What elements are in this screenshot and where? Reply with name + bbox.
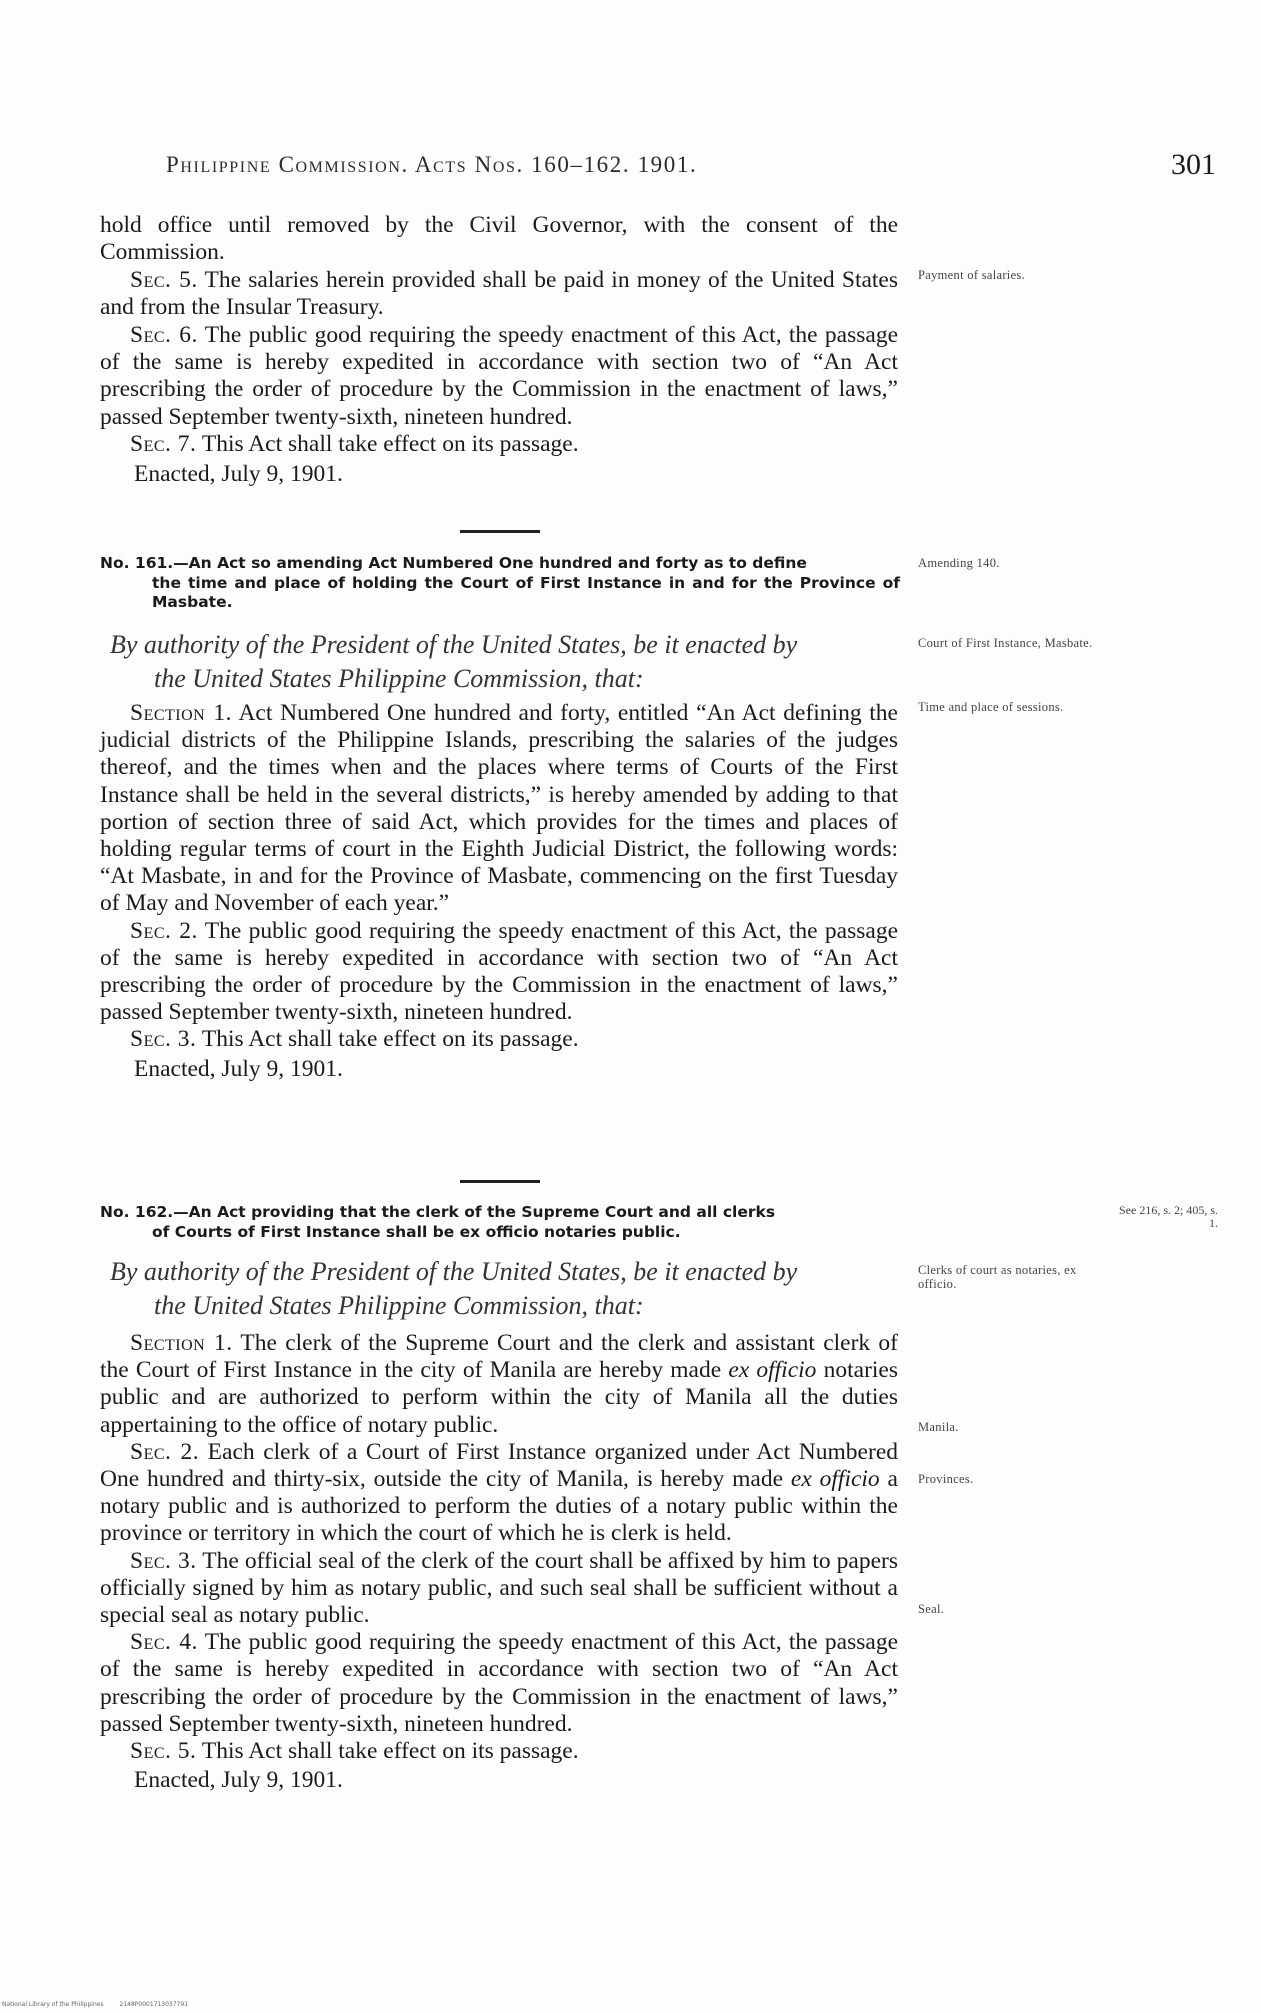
section-7 [100, 431, 898, 458]
margin-note-amending: Amending 140. [918, 556, 1000, 570]
latin-term: ex officio [728, 1357, 817, 1384]
margin-note-seal: Seal. [918, 1602, 945, 1616]
margin-xref-162: See 216, s. 2; 405, s. 1. [1119, 1203, 1218, 1230]
section-divider [460, 1180, 540, 1183]
section-text: The clerk of the Supreme Court and the clerk and assistant clerk of the Court of First Instance in the city of Manila are hereby made [100, 1330, 898, 1384]
act-heading-continuation: the time and place of holding the Court of First Instance in and for the Province of Masbate. [152, 573, 900, 611]
section-label: Sec. 5. [130, 266, 198, 293]
section-2 [100, 918, 898, 1027]
section-5 [100, 267, 898, 322]
act-162-heading [100, 1203, 908, 1242]
enacted-date: Enacted, July 9, 1901. [134, 1767, 343, 1794]
section-5 [100, 1738, 898, 1765]
section-text: Each clerk of a Court of First Instance organized under Act Numbered One hundred and thirty-six, outside the city of Manila, is hereby made [100, 1438, 898, 1493]
section-1 [100, 1330, 898, 1439]
section-text: This Act shall take effect on its passage. [196, 1738, 579, 1765]
enacting-clause-line-2: the United States Philippine Commission, that: [154, 1291, 644, 1320]
act-161-enacting-clause [110, 628, 900, 696]
act-162-body [100, 1330, 898, 1794]
section-3 [100, 1026, 898, 1053]
section-6 [100, 322, 898, 432]
page-number: 301 [1171, 148, 1216, 181]
section-label: Section 1. [130, 1330, 233, 1356]
margin-note-time-place: Time and place of sessions. [918, 700, 1064, 714]
section-text: The public good requiring the speedy enactment of this Act, the passage of the same is hereby expedited in accordance with section two of “An Act prescribing the order of procedure by the Commission in the enactment of laws,” passed September twenty-sixth, nineteen hundred. [100, 1629, 899, 1737]
enacting-clause-line-1: By authority of the President of the United States, be it enacted by [110, 630, 798, 659]
enacted-date: Enacted, July 9, 1901. [134, 1055, 343, 1082]
section-4 [100, 1629, 898, 1738]
section-label: Sec. 6. [130, 321, 198, 348]
section-text: This Act shall take effect on its passage. [196, 431, 579, 458]
margin-note-payment: Payment of salaries. [918, 268, 1026, 282]
section-text: a notary public and is authorized to perform the duties of a notary public within the province or territory in which the court of which he is clerk is held. [100, 1466, 898, 1547]
section-label: Sec. 5. [130, 1738, 197, 1765]
running-head-title: Philippine Commission. Acts Nos. 160–162. 1901. [166, 152, 698, 177]
section-label: Sec. 7. [130, 431, 197, 458]
margin-note-provinces: Provinces. [918, 1472, 974, 1486]
section-text: The official seal of the clerk of the court shall be affixed by him to papers officially signed by him as notary public, and such seal shall be sufficient without a special seal as notary public. [100, 1547, 898, 1629]
section-2 [100, 1439, 898, 1548]
act-heading-first-line: No. 162.—An Act providing that the clerk of the Supreme Court and all clerks [100, 1203, 776, 1221]
act-161-body [100, 700, 898, 1083]
act-heading-continuation: of Courts of First Instance shall be ex officio notaries public. [152, 1222, 681, 1241]
act-161-heading [100, 554, 900, 613]
enacting-clause-line-1: By authority of the President of the United States, be it enacted by [110, 1257, 798, 1286]
section-label: Sec. 3. [130, 1547, 197, 1574]
enacted-date: Enacted, July 9, 1901. [134, 460, 343, 487]
section-text: The public good requiring the speedy enactment of this Act, the passage of the same is hereby expedited in accordance with section two of “An Act prescribing the order of procedure by the Commission in the enactment of laws,” passed September twenty-sixth, nineteen hundred. [100, 917, 899, 1026]
section-text: notaries public and are authorized to perform within the city of Manila all the duties appertaining to the office of notary public. [100, 1357, 899, 1438]
section-text: The public good requiring the speedy enactment of this Act, the passage of the same is hereby expedited in accordance with section two of “An Act prescribing the order of procedure by the Commission in the enactment of laws,” passed September twenty-sixth, nineteen hundred. [100, 321, 899, 430]
margin-note-manila: Manila. [918, 1420, 959, 1434]
section-label: Sec. 3. [130, 1026, 197, 1053]
margin-note-clerks-notaries: Clerks of court as notaries, ex officio. [918, 1263, 1077, 1291]
enacting-clause-line-2: the United States Philippine Commission, that: [154, 664, 644, 693]
latin-term: ex officio [790, 1466, 880, 1493]
paragraph: hold office until removed by the Civil Governor, with the consent of the Commission. [100, 212, 898, 266]
act-162-enacting-clause [110, 1255, 900, 1323]
section-label: Sec. 4. [130, 1629, 198, 1656]
running-header [166, 148, 1216, 188]
section-label: Sec. 2. [130, 917, 198, 944]
footer-id: 2148P0001713037791 [119, 2001, 189, 2008]
act-heading-first-line: No. 161.—An Act so amending Act Numbered One hundred and forty as to define [100, 554, 807, 572]
section-label: Sec. 2. [130, 1438, 200, 1465]
section-text: The salaries herein provided shall be paid in money of the United States and from the Insular Treasury. [100, 266, 899, 321]
scan-footer [2, 2001, 202, 2008]
act-160-continuation [100, 212, 898, 488]
section-1 [100, 700, 898, 918]
section-3 [100, 1548, 898, 1630]
section-label: Section 1. [130, 700, 233, 726]
footer-source: National Library of the Philippines [2, 2001, 104, 2008]
section-divider [460, 530, 540, 533]
section-text: Act Numbered One hundred and forty, entitled “An Act defining the judicial districts of the Philippine Islands, prescribing the salaries of the judges thereof, and the times when and the places where terms of Courts of the First Instance shall be held in the several districts,” is hereby amended by adding to that portion of section three of said Act, which provides for the times and places of holding regular terms of court in the Eighth Judicial District, the following words: “At Masbate, in and for the Province of Masbate, commencing on the first Tuesday of May and November of each year.” [100, 700, 898, 917]
margin-note-court-first-instance: Court of First Instance, Masbate. [918, 636, 1093, 650]
section-text: This Act shall take effect on its passage. [196, 1026, 579, 1053]
